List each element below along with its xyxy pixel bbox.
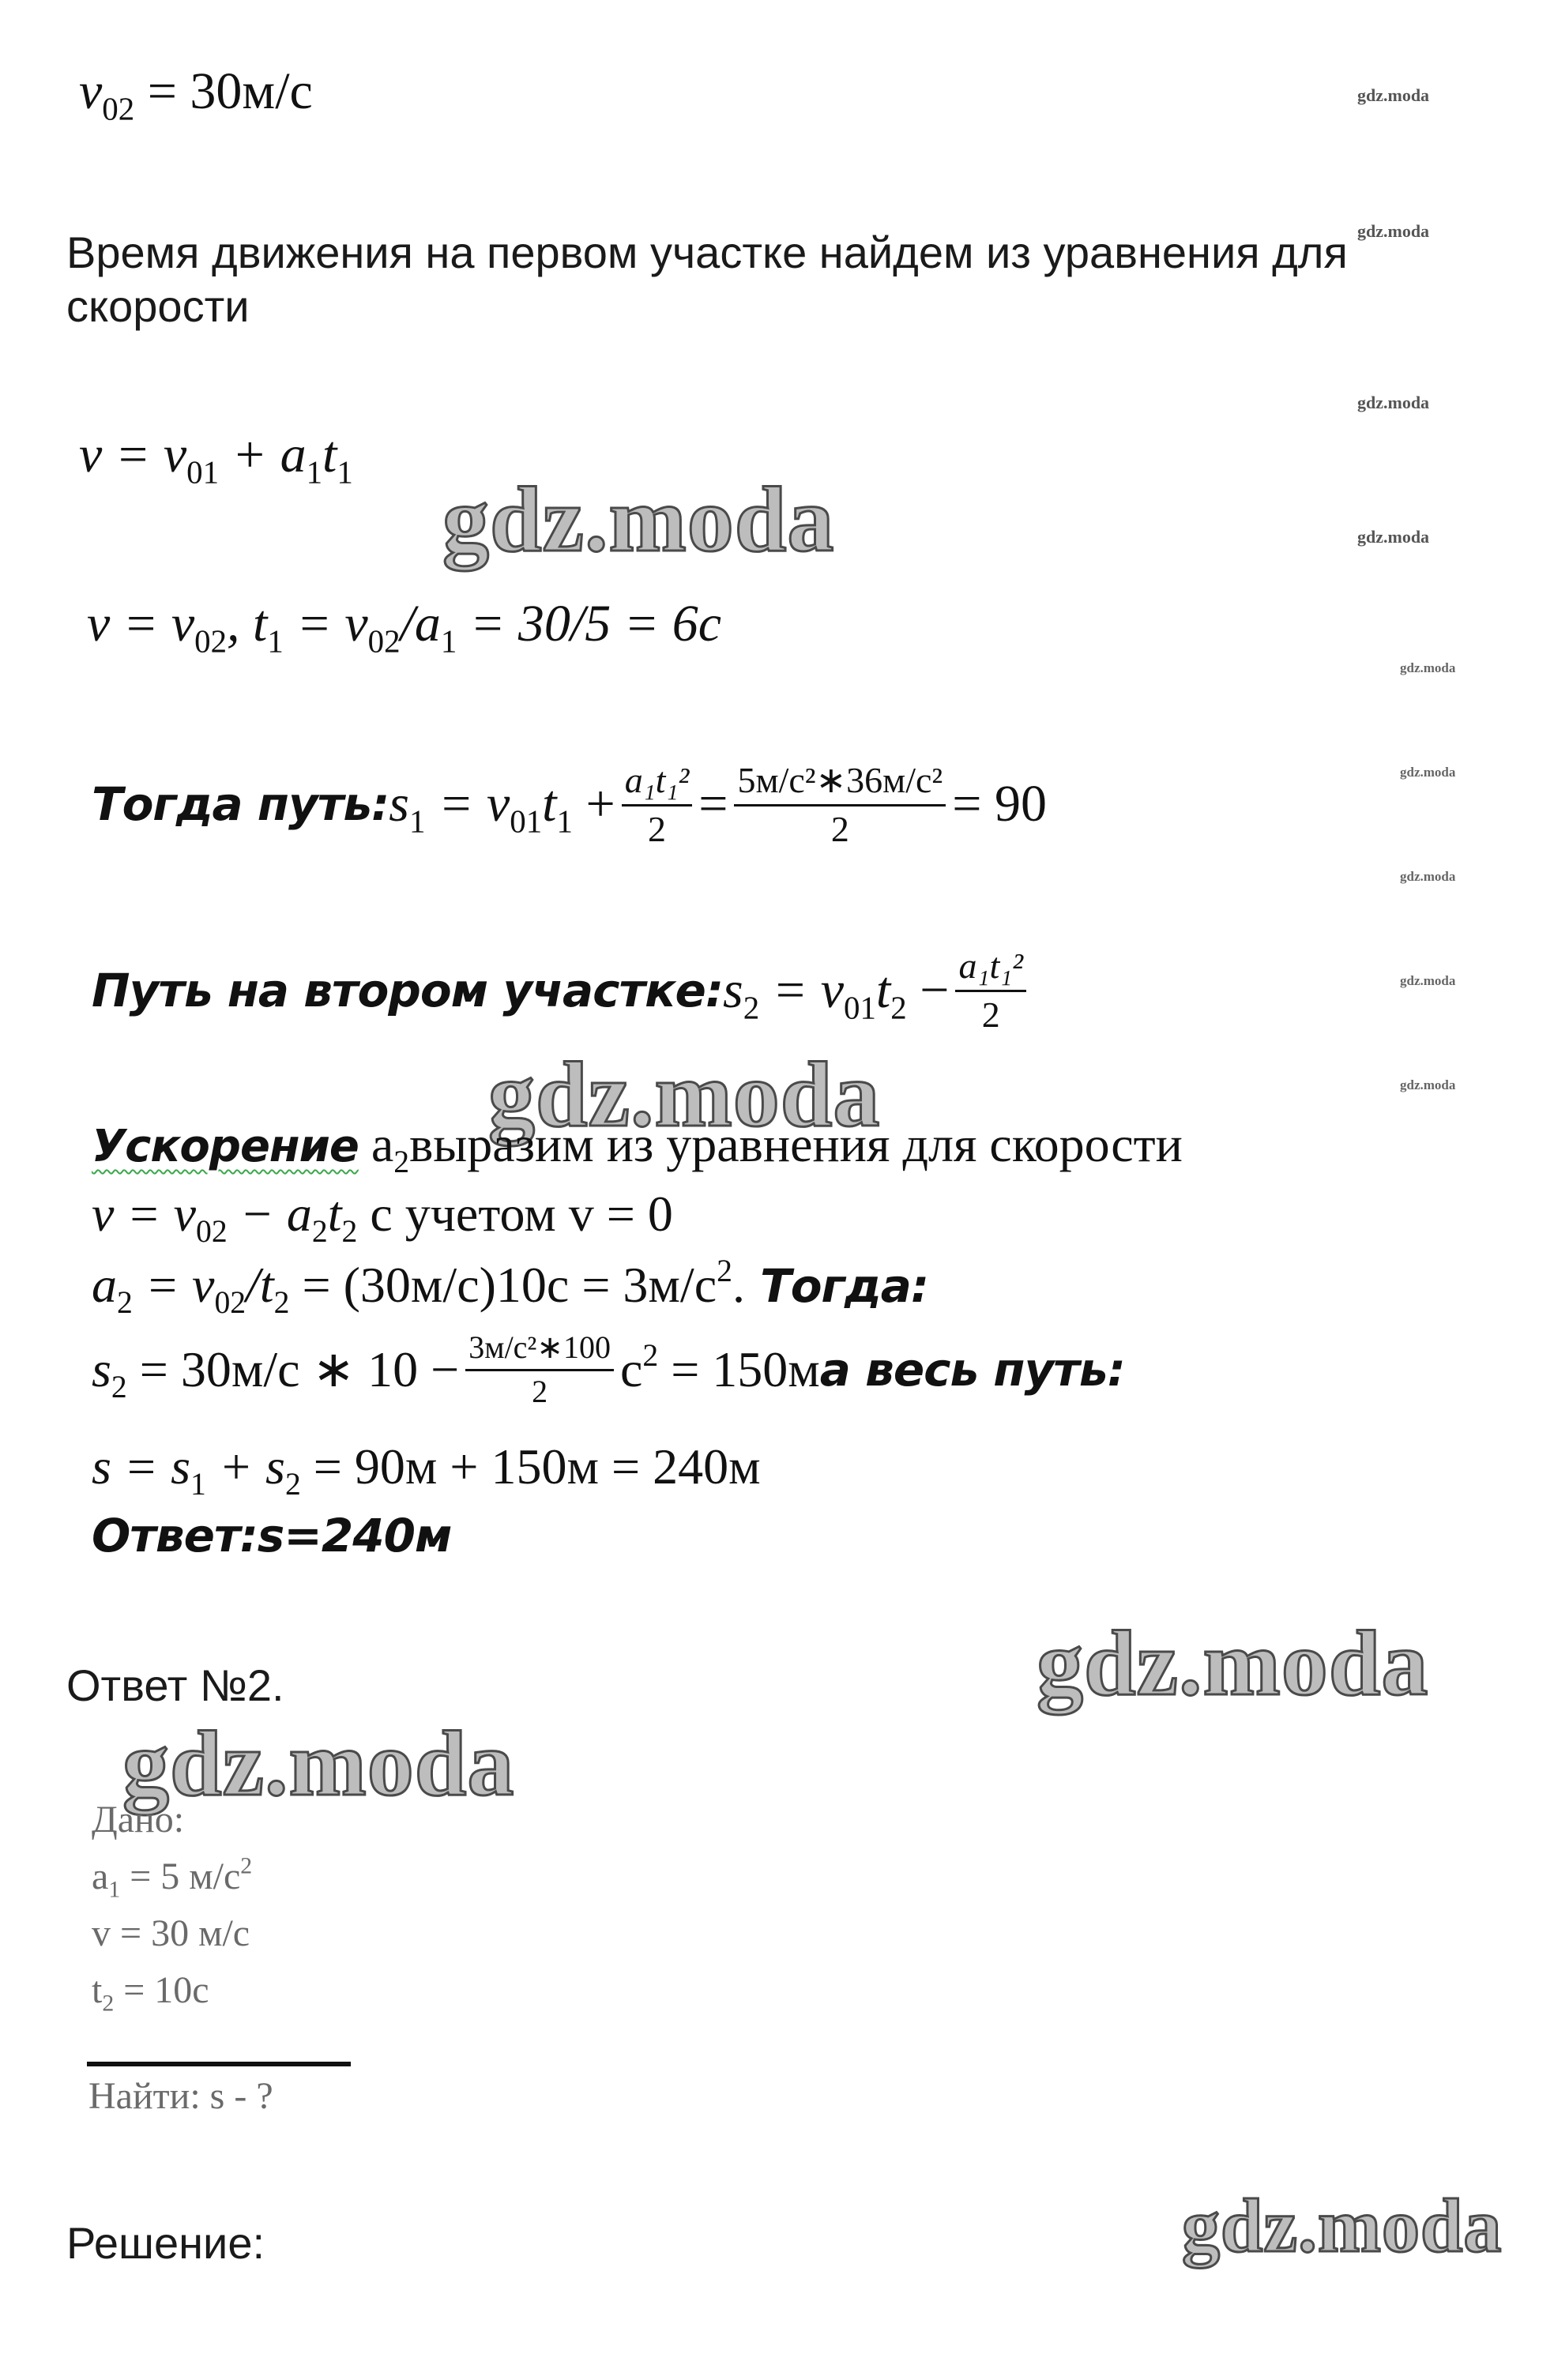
eq-sub: 02 [102, 91, 135, 127]
fraction-numerator [622, 759, 693, 806]
eq-part: s = s [92, 1438, 190, 1495]
given-t2 [92, 1962, 252, 2019]
accel-line-3 [92, 1254, 929, 1320]
eq-sub: 1 [337, 454, 353, 491]
eq-part: a [358, 1116, 394, 1172]
eq-part [389, 774, 615, 840]
eq-sub: 1 [190, 1466, 206, 1502]
eq-part: s [389, 775, 409, 833]
watermark-large: gdz.moda [442, 468, 835, 571]
eq-part: v = v [87, 595, 195, 652]
watermark-small: gdz.moda [1357, 527, 1430, 547]
fraction [465, 1329, 614, 1410]
eq-sub: 2 [393, 1144, 410, 1179]
eq-part: = v [132, 1257, 215, 1313]
eq-part: + s [205, 1438, 285, 1495]
watermark-large: gdz.moda [488, 1043, 881, 1146]
fraction-denominator: 2 [647, 808, 666, 849]
eq-part: /a [400, 595, 441, 652]
eq-part: t [92, 1969, 103, 2011]
watermark-small: gdz.moda [1357, 393, 1430, 412]
eq-part: = v [759, 961, 845, 1019]
fraction-numerator: 5м/с²∗36м/с² [734, 758, 946, 806]
watermark-small: gdz.moda [1357, 85, 1430, 105]
watermark-small: gdz.moda [1357, 221, 1430, 241]
label-second-section: Путь на втором участке: [92, 963, 724, 1017]
eq-part: − a [227, 1186, 312, 1242]
watermark-small: gdz.moda [1400, 765, 1456, 780]
watermark-small: gdz.moda [1400, 660, 1456, 675]
eq-sub: 1 [440, 623, 457, 660]
paragraph-line: Время движения на первом участке найдем из уравнения для [66, 227, 1348, 277]
eq-sub: 2 [890, 989, 907, 1025]
eq-part [723, 961, 950, 1025]
eq-part: = (30м/с)10c = 3м/с [289, 1257, 717, 1313]
watermark-large: gdz.moda [122, 1712, 515, 1815]
eq-sub: 1 [306, 454, 323, 491]
accel-line-4 [92, 1329, 1125, 1410]
given-v: v = 30 м/с [92, 1912, 250, 1954]
eq-part: t [322, 426, 337, 483]
fraction [622, 759, 693, 850]
eq-part: = 30м/с [147, 62, 313, 120]
accel-line-2 [92, 1185, 673, 1249]
label-whole-path: а весь путь: [819, 1342, 1125, 1397]
eq-sub: 01 [844, 989, 876, 1025]
eq-part: s [92, 1340, 111, 1397]
eq-part: v [79, 62, 103, 120]
eq-part: − [906, 961, 950, 1019]
eq-part: + a [219, 426, 307, 483]
eq-sup: 2 [717, 1254, 732, 1289]
eq-part: a₁t₁² [624, 759, 690, 800]
eq-sub: 01 [186, 454, 220, 491]
watermark-small: gdz.moda [1400, 973, 1456, 988]
watermark-small: gdz.moda [1400, 869, 1456, 884]
equation-velocity [79, 425, 353, 491]
eq-part: /t [246, 1257, 274, 1313]
equation-v02 [79, 62, 313, 127]
eq-part: = 90м + 150м = 240м [300, 1438, 761, 1495]
word-acceleration: Ускорение [92, 1121, 359, 1172]
eq-part: a [92, 1257, 117, 1313]
fraction-denominator: 2 [830, 809, 849, 849]
eq-part: + [572, 775, 615, 833]
eq-sub: 2 [341, 1213, 358, 1249]
equation-t1 [87, 594, 722, 660]
eq-part: = 150м [658, 1340, 820, 1397]
eq-part: t [327, 1186, 342, 1242]
eq-part: t [542, 775, 557, 833]
eq-part [92, 1340, 460, 1404]
eq-sub: 1 [408, 803, 426, 840]
eq-sub: 2 [273, 1284, 290, 1320]
eq-part: v = v [92, 1186, 196, 1242]
eq-sub: 1 [108, 1876, 121, 1903]
given-a1 [92, 1848, 252, 1905]
fraction-denominator: 2 [981, 994, 1000, 1035]
eq-sub: 02 [367, 623, 401, 660]
eq-part: c [619, 1340, 643, 1397]
eq-part: выразим из уравнения для скорости [409, 1116, 1183, 1172]
given-title: Дано: [92, 1799, 185, 1840]
given-divider [87, 2062, 351, 2066]
equation-s2 [92, 945, 1033, 1036]
equation-s1 [92, 758, 1047, 850]
eq-sub: 2 [102, 1990, 115, 2017]
eq-part: a₁t₁² [958, 946, 1024, 986]
eq-sub: 2 [311, 1213, 328, 1249]
eq-part: = 30/5 = 6c [457, 595, 722, 652]
watermark-small: gdz.moda [1400, 1077, 1456, 1092]
answer-line: Ответ:s=240м [92, 1509, 452, 1562]
eq-part: = 5 м/с [120, 1855, 241, 1897]
eq-sub: 02 [196, 1213, 228, 1249]
given-block [92, 1792, 252, 2019]
paragraph-line: скорости [66, 281, 250, 331]
eq-part: . [732, 1257, 745, 1313]
watermark-large: gdz.moda [1182, 2183, 1503, 2268]
fraction-denominator: 2 [532, 1374, 548, 1409]
eq-part: a [92, 1855, 109, 1897]
accel-line-1 [92, 1115, 1183, 1179]
eq-part: s [723, 961, 743, 1019]
eq-sup: 2 [642, 1337, 659, 1373]
label-then-path: Тогда путь: [92, 777, 389, 831]
accel-line-5 [92, 1438, 761, 1502]
eq-sub: 02 [194, 623, 228, 660]
paragraph-time-motion [66, 226, 1348, 333]
eq-part: = v [283, 595, 368, 652]
eq-sub: 01 [510, 803, 543, 840]
eq-sup: 2 [240, 1852, 253, 1879]
eq-sub: 02 [214, 1284, 246, 1320]
eq-part: = [698, 775, 728, 833]
fraction-numerator: 3м/с²∗100 [465, 1329, 614, 1371]
eq-part: с учетом v = 0 [357, 1186, 673, 1242]
eq-part: t [875, 961, 891, 1019]
label-then: Тогда: [744, 1259, 929, 1313]
eq-part: , t [227, 595, 268, 652]
fraction [955, 945, 1026, 1036]
eq-sub: 2 [111, 1369, 127, 1404]
eq-sub: 2 [117, 1284, 133, 1320]
watermark-large: gdz.moda [1037, 1611, 1429, 1715]
eq-part: = 10с [114, 1969, 209, 2011]
eq-sub: 2 [284, 1466, 301, 1502]
solution-heading: Решение: [66, 2218, 265, 2268]
eq-part: v = v [79, 426, 187, 483]
eq-part: = 30м/с ∗ 10 − [126, 1340, 460, 1397]
answer2-heading: Ответ №2. [66, 1660, 284, 1710]
eq-part: = 90 [952, 775, 1047, 833]
fraction-numerator [955, 945, 1026, 992]
eq-sub: 1 [556, 803, 573, 840]
eq-part [619, 1337, 820, 1399]
fraction [734, 758, 946, 850]
eq-sub: 1 [267, 623, 284, 660]
find-line: Найти: s - ? [88, 2075, 273, 2117]
eq-sub: 2 [743, 989, 760, 1025]
eq-part: = v [425, 775, 510, 833]
